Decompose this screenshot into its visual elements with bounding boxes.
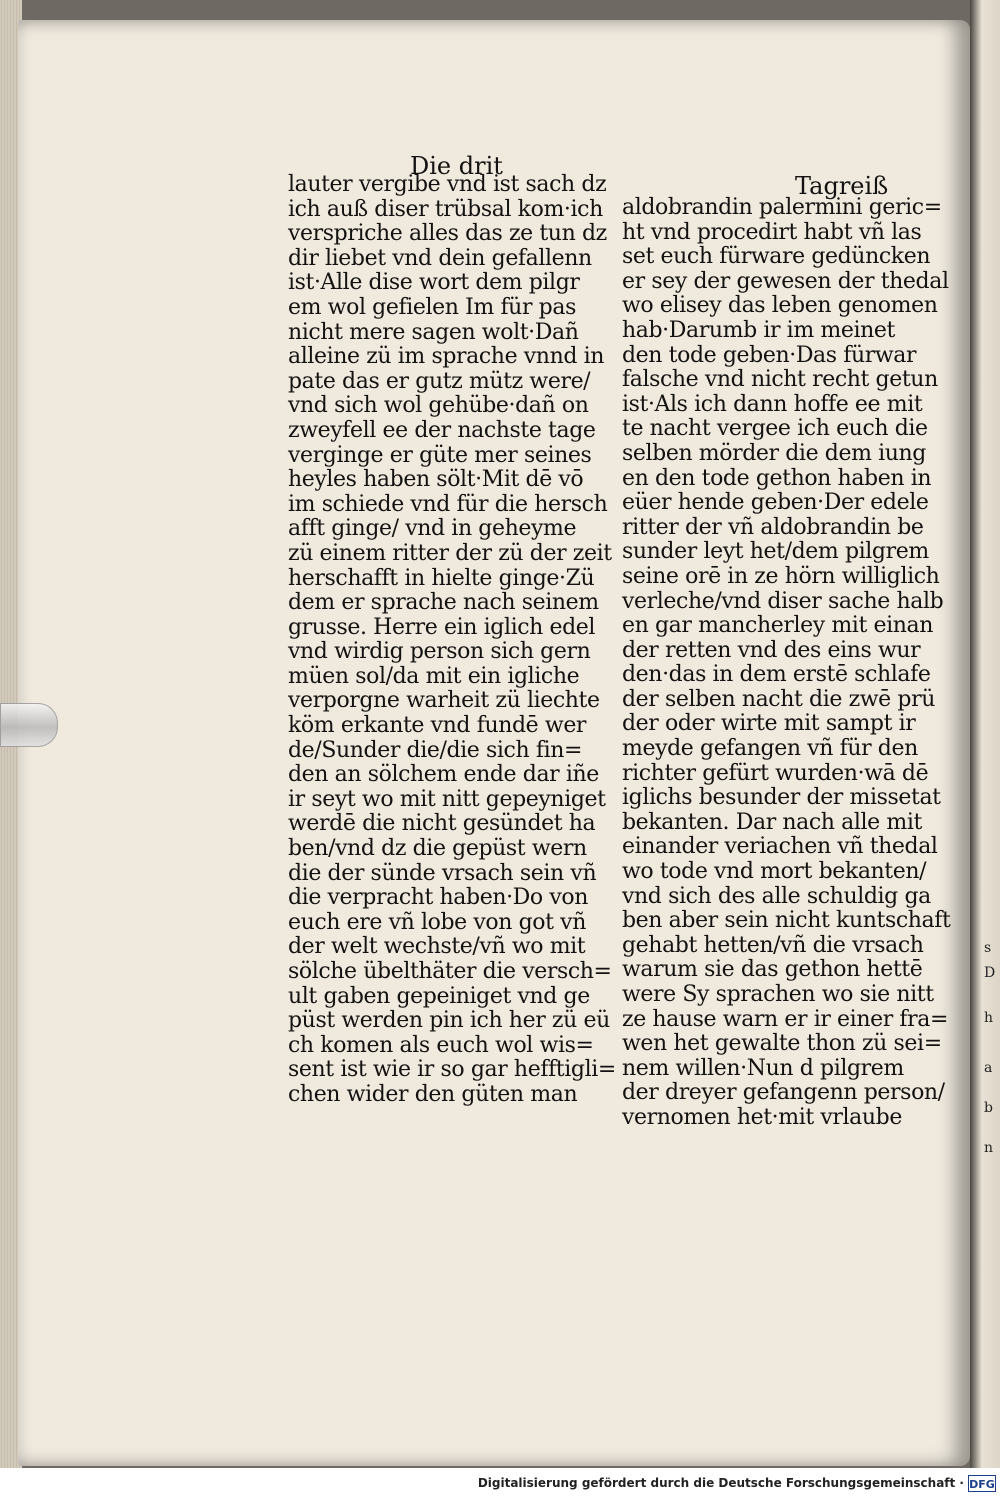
text-line: wo elisey das leben genomen <box>622 293 938 319</box>
text-line: warum sie das gethon hettē <box>622 957 923 983</box>
text-line: zweyfell ee der nachste tage <box>288 417 596 443</box>
text-line: meyde gefangen vñ für den <box>622 736 918 762</box>
text-line: en den tode gethon haben in <box>622 465 932 491</box>
adjacent-page-strip <box>970 0 1000 1468</box>
text-line: heyles haben sölt·Mit dē vō <box>288 467 584 493</box>
digitization-footer <box>0 1468 1000 1501</box>
text-line: im schiede vnd für die hersch <box>288 491 608 517</box>
text-line: ist·Als ich dann hoffe ee mit <box>622 391 923 417</box>
text-line: set euch fürware gedüncken <box>622 244 931 270</box>
text-line: grusse. Herre ein iglich edel <box>288 614 596 640</box>
text-line: euch ere vñ lobe von got vñ <box>288 909 586 935</box>
text-line: der retten vnd des eins wur <box>622 637 921 663</box>
text-line: iglichs besunder der missetat <box>622 785 941 811</box>
text-line: herschafft in hielte ginge·Zü <box>288 565 595 591</box>
text-line: nicht mere sagen wolt·Dañ <box>288 319 579 345</box>
dfg-logo: DFG <box>968 1475 996 1492</box>
text-line: gehabt hetten/vñ die vrsach <box>622 932 924 958</box>
adjacent-page-fragment: D <box>984 965 996 981</box>
text-line: de/Sunder die/die sich fin= <box>288 737 583 763</box>
text-line: wen het gewalte thon zü sei= <box>622 1031 942 1057</box>
text-line: vnd wirdig person sich gern <box>288 639 591 665</box>
text-line: verleche/vnd diser sache halb <box>622 588 944 614</box>
text-line: der welt wechste/vñ wo mit <box>288 934 586 960</box>
running-header-left: Die drit <box>410 152 503 180</box>
text-line: dem er sprache nach seinem <box>288 590 599 616</box>
text-line: lauter vergibe vnd ist sach dz <box>288 172 607 197</box>
text-line: ben/vnd dz die gepüst wern <box>288 836 587 862</box>
text-line: aldobrandin palermini geric= <box>622 195 942 220</box>
adjacent-page-fragment: s <box>984 940 992 956</box>
text-line: ze hause warn er ir einer fra= <box>622 1006 949 1032</box>
running-header-right: Tagreiß <box>795 172 889 200</box>
text-line: nem willen·Nun d pilgrem <box>622 1055 904 1081</box>
text-line: vernomen het·mit vrlaube <box>622 1104 902 1130</box>
funding-credit: Digitalisierung gefördert durch die Deutsche Forschungsgemeinschaft · <box>477 1476 964 1490</box>
text-line: verginge er güte mer seines <box>288 442 592 468</box>
text-line: were Sy sprachen wo sie nitt <box>622 982 934 1007</box>
text-line: ist·Alle dise wort dem pilgr <box>288 270 580 296</box>
text-line: vnd sich des alle schuldig ga <box>622 883 931 909</box>
text-line: selben mörder die dem iung <box>622 440 926 466</box>
text-line: müen sol/da mit ein igliche <box>288 663 580 689</box>
text-line: der oder wirte mit sampt ir <box>622 711 916 737</box>
text-line: der selben nacht die zwē prü <box>622 686 935 712</box>
text-line: ht vnd procedirt habt vñ las <box>622 219 922 245</box>
text-line: bekanten. Dar nach alle mit <box>622 809 922 835</box>
text-line: verspriche alles das ze tun dz <box>288 221 607 247</box>
text-line: köm erkante vnd fundē wer <box>288 713 587 739</box>
text-line: sent ist wie ir so gar hefftigli= <box>288 1057 616 1083</box>
left-text-column <box>288 173 616 1108</box>
text-line: die verpracht haben·Do von <box>288 885 589 911</box>
text-line: afft ginge/ vnd in geheyme <box>288 516 577 542</box>
text-line: vnd sich wol gehübe·dañ on <box>288 393 589 419</box>
text-line: eüer hende geben·Der edele <box>622 490 929 516</box>
text-line: sunder leyt het/dem pilgrem <box>622 539 929 565</box>
text-line: pate das er gutz mütz were/ <box>288 368 591 394</box>
text-line: wo tode vnd mort bekanten/ <box>622 859 927 885</box>
text-line: werdē die nicht gesündet ha <box>288 811 596 837</box>
text-line: verporgne warheit zü liechte <box>288 688 600 714</box>
text-line: die der sünde vrsach sein vñ <box>288 860 597 886</box>
text-line: falsche vnd nicht recht getun <box>622 367 938 393</box>
text-line: ult gaben gepeiniget vnd ge <box>288 983 590 1009</box>
text-line: ritter der vñ aldobrandin be <box>622 514 924 540</box>
adjacent-page-fragment: a <box>984 1060 993 1076</box>
text-line: richter gefürt wurden·wā dē <box>622 760 929 786</box>
text-line: der dreyer gefangenn person/ <box>622 1080 945 1106</box>
text-line: seine orē in ze hörn williglich <box>622 563 940 589</box>
text-line: ch komen als euch wol wis= <box>288 1032 594 1058</box>
text-line: hab·Darumb ir im meinet <box>622 317 895 343</box>
text-line: ir seyt wo mit nitt gepeyniget <box>288 786 606 812</box>
text-line: dir liebet vnd dein gefallenn <box>288 245 592 271</box>
text-line: den·das in dem erstē schlafe <box>622 662 931 688</box>
text-line: er sey der gewesen der thedal <box>622 268 949 294</box>
text-line: sölche übelthäter die versch= <box>288 959 612 984</box>
text-line: te nacht vergee ich euch die <box>622 416 928 442</box>
text-line: ich auß diser trübsal kom·ich <box>288 196 603 222</box>
text-line: alleine zü im sprache vnnd in <box>288 344 605 370</box>
text-line: püst werden pin ich her zü eü <box>288 1008 610 1034</box>
text-line: em wol gefielen Im für pas <box>288 294 576 320</box>
text-line: en gar mancherley mit einan <box>622 613 933 639</box>
text-line: den tode geben·Das fürwar <box>622 342 917 368</box>
text-line: den an sölchem ende dar iñe <box>288 762 599 788</box>
text-line: zü einem ritter der zü der zeit <box>288 540 612 566</box>
right-text-column <box>622 196 950 1131</box>
text-line: ben aber sein nicht kuntschaft <box>622 908 951 934</box>
adjacent-page-fragment: h <box>984 1010 994 1026</box>
text-line: chen wider den güten man <box>288 1081 578 1107</box>
page-clip <box>0 703 58 747</box>
text-line: einander veriachen vñ thedal <box>622 834 938 860</box>
adjacent-page-fragment: b <box>984 1100 993 1116</box>
adjacent-page-fragment: n <box>984 1140 994 1156</box>
